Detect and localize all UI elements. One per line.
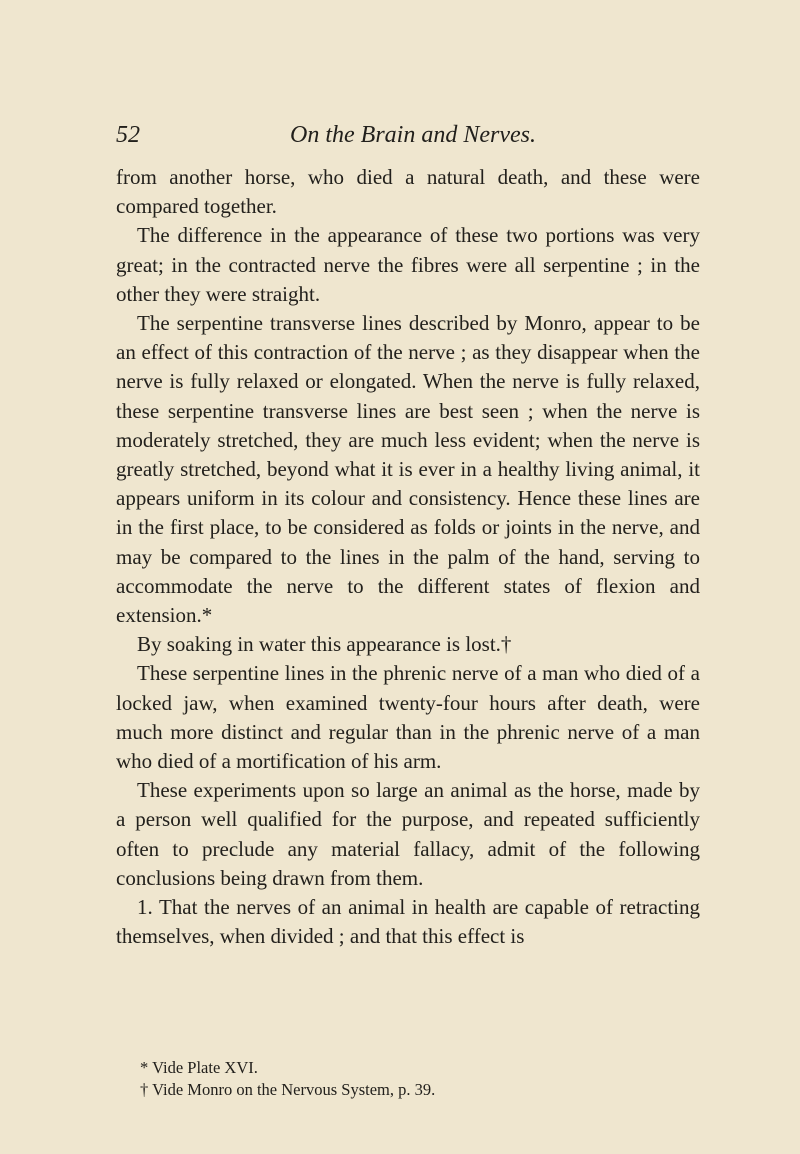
paragraph: 1. That the nerves of an animal in health are capable of retracting themselves, when divided ; and that this effect is (116, 895, 700, 949)
paragraph: By soaking in water this appearance is lost.† (137, 632, 512, 657)
footnote-plate: * Vide Plate XVI. (140, 1058, 258, 1077)
footnotes (140, 1057, 700, 1101)
paragraph-continuation: from another horse, who died a natural death, and these were compared together. (116, 165, 700, 219)
running-title: On the Brain and Nerves. (290, 122, 536, 148)
body-text (116, 163, 700, 951)
paragraph: These experiments upon so large an animal as the horse, made by a person well qualified for the purpose, and repeated sufficiently often to preclude any material fallacy, admit of the following conclusions being drawn from them. (116, 778, 700, 890)
paragraph: These serpentine lines in the phrenic nerve of a man who died of a locked jaw, when examined twenty-four hours after death, were much more distinct and regular than in the phrenic nerve of a man who died of a mortification of his arm. (116, 661, 700, 774)
paragraph: The serpentine transverse lines described by Monro, appear to be an effect of this contraction of the nerve ; as they disappear when the nerve is fully relaxed or elongated. When the nerve is fully relaxed, these serpentine transverse lines are best seen ; when the nerve is moderately stretched, they are much less evident; when the nerve is greatly stretched, beyond what it is ever in a healthy living animal, it appears uniform in its colour and consistency. Hence these lines are in the first place, to be considered as folds or joints in the nerve, and may be compared to the lines in the palm of the hand, serving to accommodate the nerve to the different states of flexion and extension.* (116, 311, 700, 628)
paragraph: The difference in the appearance of these two portions was very great; in the contracted nerve the fibres were all serpentine ; in the other they were straight. (116, 223, 700, 306)
page-header (116, 122, 716, 154)
page-number: 52 (116, 122, 140, 148)
footnote-monro: † Vide Monro on the Nervous System, p. 39. (140, 1080, 436, 1099)
